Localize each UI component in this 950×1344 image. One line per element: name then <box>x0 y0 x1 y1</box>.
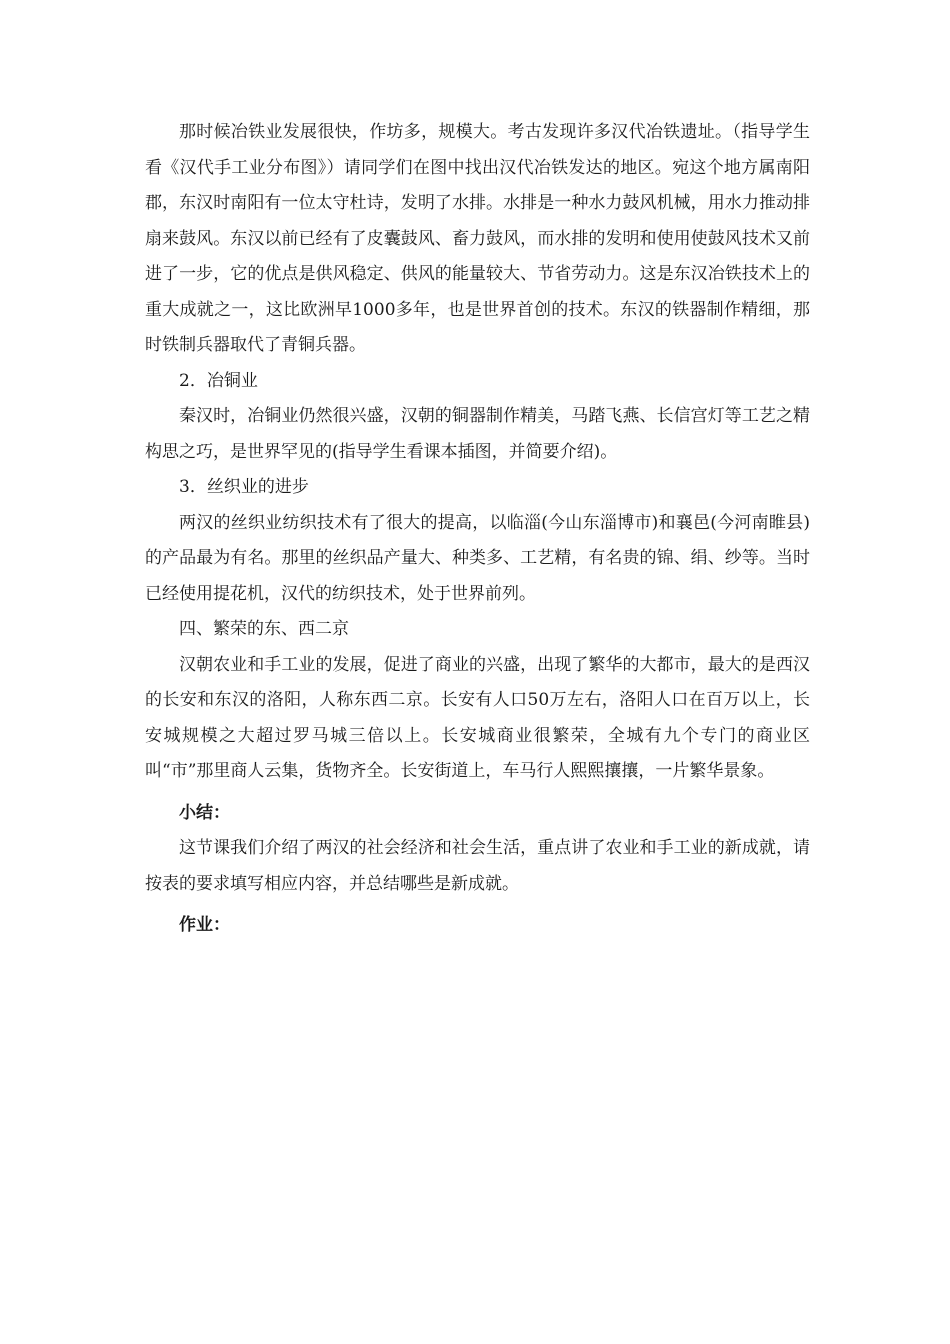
paragraph-silk-weaving: 两汉的丝织业纺织技术有了很大的提高，以临淄(今山东淄博市)和襄邑(今河南睢县)的产品最为有名。那里的丝织品产量大、种类多、工艺精，有名贵的锦、绢、纱等。当时已经使用提花机，汉代的纺织技术，处于世界前列。 <box>145 512 810 604</box>
heading-silk-weaving: 3．丝织业的进步 <box>179 477 309 497</box>
paragraph-copper-smelting: 秦汉时，冶铜业仍然很兴盛，汉朝的铜器制作精美，马踏飞燕、长信宫灯等工艺之精构思之巧，是世界罕见的(指导学生看课本插图，并简要介绍)。 <box>145 406 810 462</box>
heading-summary: 小结： <box>179 802 230 823</box>
heading-copper-smelting: 2．冶铜业 <box>179 370 258 391</box>
document-body <box>145 115 810 944</box>
paragraph-summary: 这节课我们介绍了两汉的社会经济和社会生活，重点讲了农业和手工业的新成就，请按表的要求填写相应内容，并总结哪些是新成就。 <box>145 838 810 894</box>
paragraph-two-capitals: 汉朝农业和手工业的发展，促进了商业的兴盛，出现了繁华的大都市，最大的是西汉的长安和东汉的洛阳，人称东西二京。长安有人口50万左右，洛阳人口在百万以上，长安城规模之大超过罗马城三倍以上。长安城商业很繁荣，全城有九个专门的商业区叫“市”那里商人云集，货物齐全。长安街道上，车马行人熙熙攘攘，一片繁华景象。 <box>145 654 810 781</box>
heading-homework: 作业： <box>179 915 230 935</box>
heading-two-capitals: 四、繁荣的东、西二京 <box>179 619 349 639</box>
paragraph-iron-smelting: 那时候冶铁业发展很快，作坊多，规模大。考古发现许多汉代冶铁遗址。（指导学生看《汉代手工业分布图》）请同学们在图中找出汉代冶铁发达的地区。宛这个地方属南阳郡，东汉时南阳有一位太守杜诗，发明了水排。水排是一种水力鼓风机械，用水力推动排扇来鼓风。东汉以前已经有了皮囊鼓风、畜力鼓风，而水排的发明和使用使鼓风技术又前进了一步，它的优点是供风稳定、供风的能量较大、节省劳动力。这是东汉冶铁技术上的重大成就之一，这比欧洲早1000多年，也是世界首创的技术。东汉的铁器制作精细，那时铁制兵器取代了青铜兵器。 <box>145 122 810 355</box>
